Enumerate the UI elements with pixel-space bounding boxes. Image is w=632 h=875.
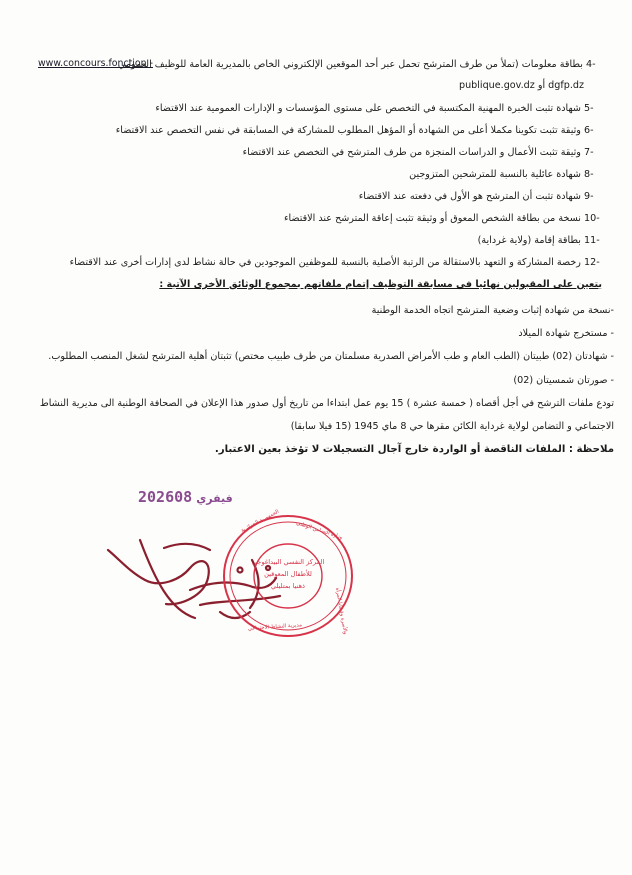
extra-item-2: - مستخرج شهادة الميلاد <box>518 328 614 339</box>
svg-text:ذهنيا بمتليلي: ذهنيا بمتليلي <box>271 582 305 590</box>
item-number: -10 <box>584 213 600 224</box>
date-year: 2026 <box>138 488 175 506</box>
svg-text:وزارة التضامن الوطني: وزارة التضامن الوطني <box>295 520 343 541</box>
item-text: شهادة تثبت أن المترشح هو الأول في دفعته عند الاقتضاء <box>358 191 581 202</box>
url-link[interactable]: www.concours.fonction - <box>38 58 153 69</box>
item-number: -6 <box>584 125 594 136</box>
svg-text:المركز النفسي البيداغوجي: المركز النفسي البيداغوجي <box>251 558 325 566</box>
list-item-12 <box>20 256 610 269</box>
list-item-9 <box>20 190 610 203</box>
item-text: بطاقة إقامة (ولاية غرداية) <box>477 235 581 246</box>
item-number: -9 <box>584 191 594 202</box>
list-item-7 <box>20 146 610 159</box>
item-number: -8 <box>584 169 594 180</box>
item-4-text: بطاقة معلومات (تملأ من طرف المترشح تحمل عبر أحد الموقعين الإلكتروني الخاص بالمديرية العامة للوظيف العمومي <box>117 59 583 70</box>
date-month: فيفري <box>196 492 233 505</box>
date-stamp <box>138 488 237 506</box>
list-item-10 <box>20 212 610 225</box>
item-4-continuation: dgfp.dz أو publique.gov.dz <box>458 80 584 91</box>
item-number: -12 <box>584 257 600 268</box>
extra-item-4: - صورتان شمسيتان (02) <box>513 375 614 386</box>
svg-text:والأسرة وقضايا المرأة: والأسرة وقضايا المرأة <box>334 587 349 635</box>
item-text: شهادة تثبت الخبرة المهنية المكتسبة في التخصص على مستوى المؤسسات و الإدارات العمومية عند الاقتضاء <box>155 103 581 114</box>
date-day: 08 <box>174 488 193 506</box>
list-item-6 <box>20 124 610 137</box>
svg-text:للأطفال المعوقين: للأطفال المعوقين <box>264 570 312 578</box>
deadline-line-1: تودع ملفات الترشح في أجل أقصاه ( خمسة عشرة ) 15 يوم عمل ابتداءا من تاريخ أول صدور هذا الإعلان في الصحافة الوطنية الى مديرية النشاط <box>39 398 614 409</box>
item-text: وثيقة تثبت تكوينا مكملا أعلى من الشهادة أو المؤهل المطلوب للمشاركة في المسابقة في نفس التخصص عند الاقتضاء <box>115 125 581 136</box>
section-heading: يتعين على المقبولين نهائيا في مسابقة التوظيف إتمام ملفاتهم بمجموع الوثائق الأخرى الآتية : <box>159 279 602 290</box>
item-text: رخصة المشاركة و التعهد بالاستقالة من الرتبة الأصلية بالنسبة للموظفين الموجودين في حالة نشاط لدى إدارات أخرى عند الاقتضاء <box>69 257 581 268</box>
extra-item-3: - شهادتان (02) طبيتان (الطب العام و طب الأمراض الصدرية مسلمتان من طرف طبيب مختص) تثبتان أهلية المترشح لشغل المنصب المطلوب. <box>48 351 614 362</box>
item-text: وثيقة تثبت الأعمال و الدراسات المنجزة من طرف المترشح في التخصص عند الاقتضاء <box>242 147 581 158</box>
list-item-8 <box>20 168 610 181</box>
extra-item-1: -نسخة من شهادة إثبات وضعية المترشح اتجاه الخدمة الوطنية <box>371 305 614 316</box>
item-number: -7 <box>584 147 594 158</box>
deadline-line-2: الاجتماعي و التضامن لولاية غرداية الكائن مقرها حي 8 ماي 1945 (15 فيلا سابقا) <box>290 421 614 432</box>
item-text: نسخة من بطاقة الشخص المعوق أو وثيقة تثبت إعاقة المترشح عند الاقتضاء <box>283 213 581 224</box>
item-number: -11 <box>584 235 600 246</box>
svg-text:الجمهورية الجزائرية: الجمهورية الجزائرية <box>240 508 281 534</box>
official-seal <box>218 510 358 642</box>
note: ملاحظة : الملفات الناقصة أو الواردة خارج آجال التسجيلات لا تؤخذ بعين الاعتبار. <box>214 444 614 455</box>
item-number: -4 <box>586 59 596 70</box>
list-item-5 <box>20 102 610 115</box>
item-text: شهادة عائلية بالنسبة للمترشحين المتزوجين <box>409 169 581 180</box>
list-item-4 <box>117 58 612 71</box>
item-number: -5 <box>584 103 594 114</box>
list-item-11 <box>20 234 610 247</box>
svg-text:مديرية النشاط الاجتماعي: مديرية النشاط الاجتماعي <box>247 622 303 632</box>
